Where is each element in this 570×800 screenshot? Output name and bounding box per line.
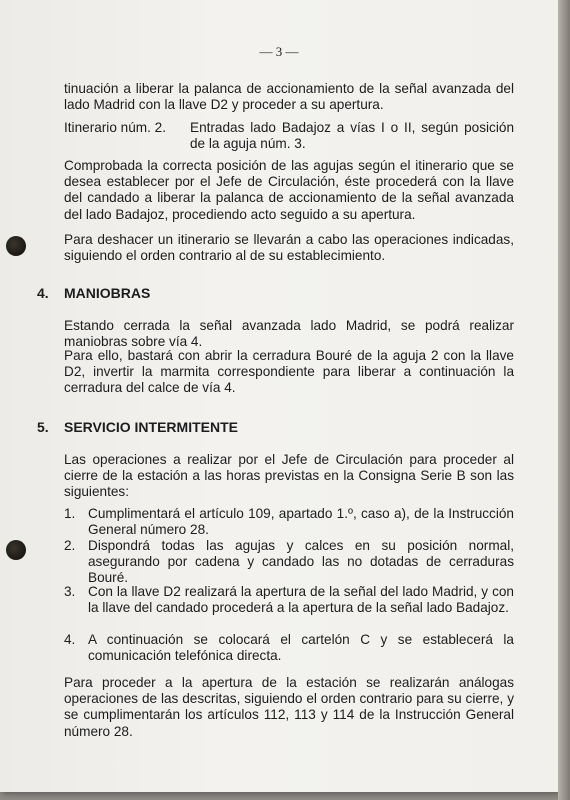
section-4-paragraph-1: Estando cerrada la señal avanzada lado Madrid, se podrá realizar maniobras sobre vía 4.: [64, 318, 514, 350]
section-5-heading: SERVICIO INTERMITENTE: [64, 419, 238, 435]
section-4-heading: MANIOBRAS: [64, 285, 151, 301]
list-item-2-number: 2.: [64, 538, 76, 553]
list-item-3-text: Con la llave D2 realizará la apertura de la señal del lado Madrid, y con la llave del candado procederá a la apertura de la señal lado Badajoz.: [88, 584, 514, 616]
itinerary-text: Entradas lado Badajoz a vías I o II, según posición de la aguja núm. 3.: [190, 120, 514, 152]
list-item-1-number: 1.: [64, 506, 76, 521]
section-5-number: 5.: [37, 419, 49, 435]
intro-paragraph-1: tinuación a liberar la palanca de accionamiento de la señal avanzada del lado Madrid con la llave D2 y proceder a su apertura.: [64, 81, 514, 113]
list-item-2-text: Dispondrá todas las agujas y calces en su posición normal, asegurando por cadena y candado las no dotadas de cerraduras Bouré.: [88, 538, 514, 586]
intro-paragraph-2: Comprobada la correcta posición de las agujas según el itinerario que se desea establecer por el Jefe de Circulación, éste procederá con la llave del candado a liberar la palanca de accionamiento de la señal avanzada del lado Badajoz, procediendo acto seguido a su apertura.: [64, 158, 514, 222]
intro-paragraph-3: Para deshacer un itinerario se llevarán a cabo las operaciones indicadas, siguiendo el orden contrario al de su establecimiento.: [64, 232, 514, 264]
binder-hole-top: [6, 236, 26, 256]
section-5-closing: Para proceder a la apertura de la estación se realizarán análogas operaciones de las descritas, siguiendo el orden contrario para su cierre, y se cumplimentarán los artículos 112, 113 y 114 de la Instrucción General número 28.: [64, 675, 514, 739]
itinerary-label: Itinerario núm. 2.: [64, 120, 166, 135]
section-4-paragraph-2: Para ello, bastará con abrir la cerradura Bouré de la aguja 2 con la llave D2, invertir la marmita correspondiente para liberar a continuación la cerradura del calce de vía 4.: [64, 348, 514, 396]
page-number: — 3 —: [259, 44, 299, 59]
page-edge-shadow: [558, 0, 570, 800]
list-item-3-number: 3.: [64, 584, 76, 599]
list-item-1-text: Cumplimentará el artículo 109, apartado 1.º, caso a), de la Instrucción General número 28.: [88, 506, 514, 538]
list-item-4-text: A continuación se colocará el cartelón C y se establecerá la comunicación telefónica directa.: [88, 632, 514, 664]
section-4-number: 4.: [37, 285, 49, 301]
list-item-4-number: 4.: [64, 632, 76, 647]
section-5-intro: Las operaciones a realizar por el Jefe de Circulación para proceder al cierre de la estación a las horas previstas en la Consigna Serie B son las siguientes:: [64, 452, 514, 500]
binder-hole-bottom: [6, 540, 26, 560]
